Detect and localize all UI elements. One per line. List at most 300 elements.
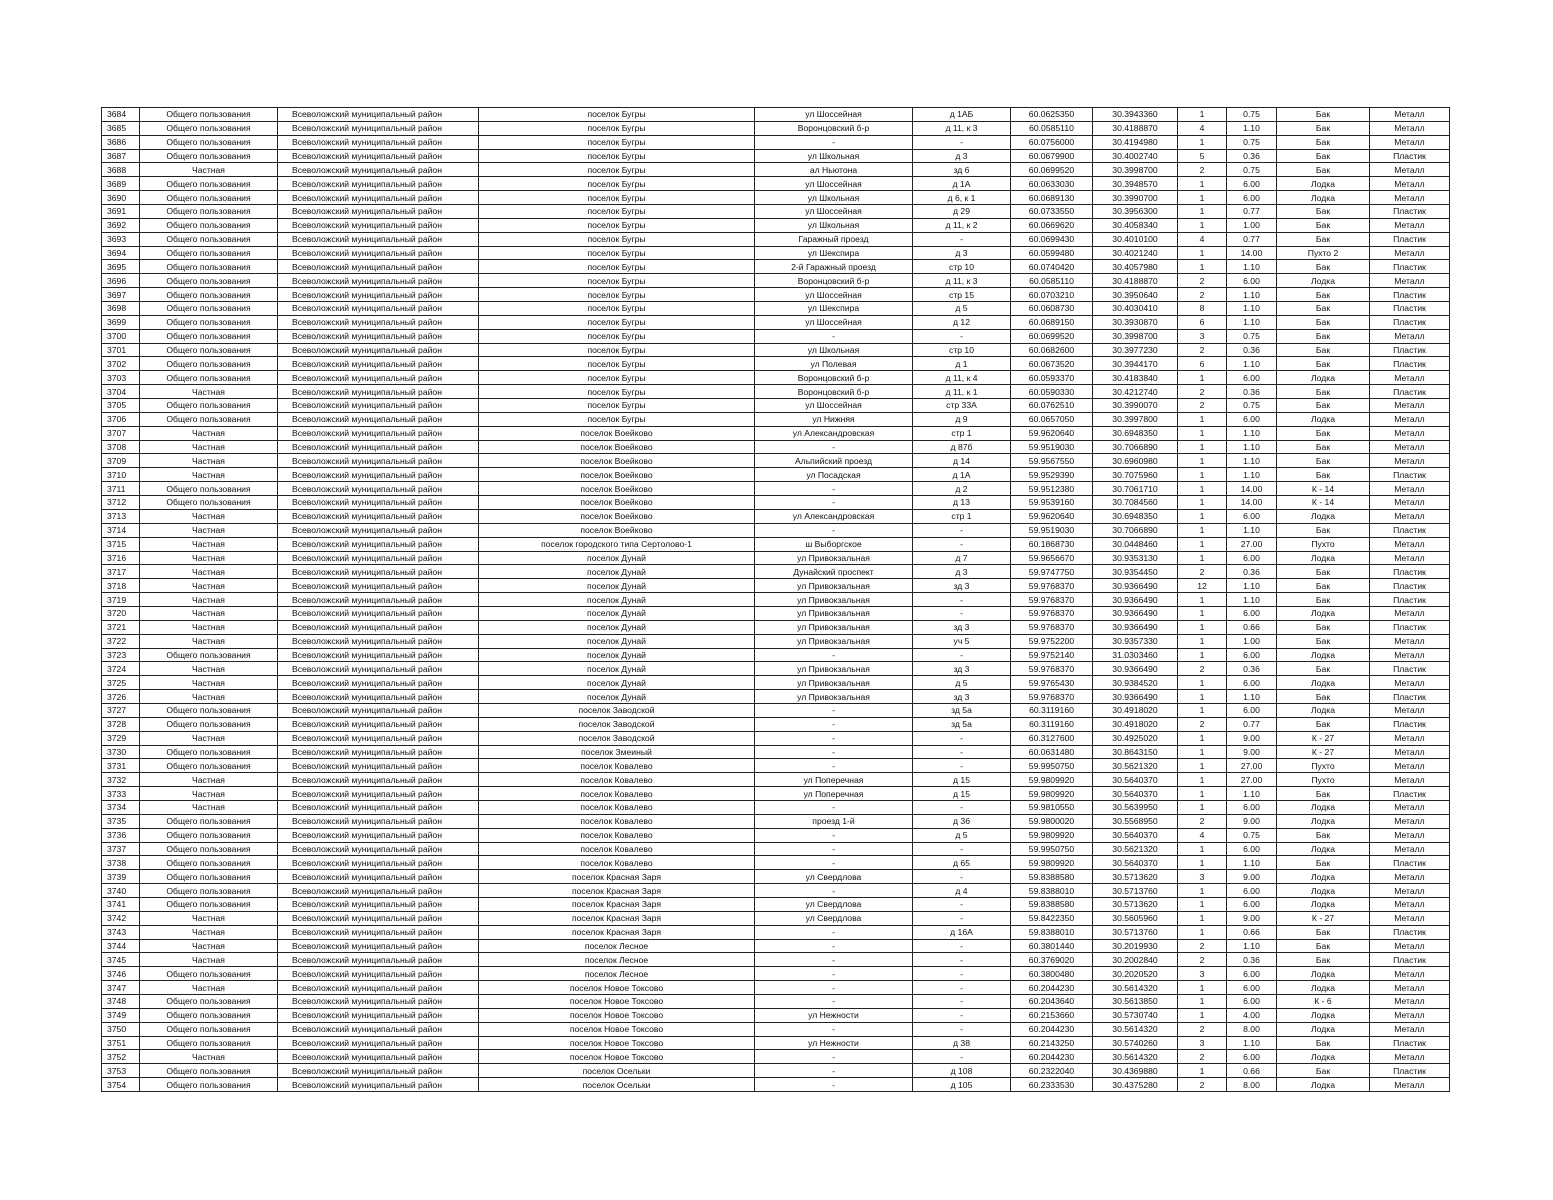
cell-container-type: Лодка — [1277, 274, 1370, 288]
cell-district: Всеволожский муниципальный район — [278, 967, 479, 981]
cell-container-material: Металл — [1370, 135, 1450, 149]
cell-container-material: Пластик — [1370, 468, 1450, 482]
cell-container-volume: 6.00 — [1227, 371, 1277, 385]
cell-street: - — [755, 953, 913, 967]
cell-container-volume: 1.10 — [1227, 856, 1277, 870]
cell-container-type: Бак — [1277, 634, 1370, 648]
cell-latitude: 60.1868730 — [1011, 537, 1093, 551]
cell-street: ул Привокзальная — [755, 690, 913, 704]
cell-building: - — [913, 1008, 1011, 1022]
table-row — [102, 218, 1450, 232]
cell-longitude: 30.5640370 — [1093, 773, 1178, 787]
cell-district: Всеволожский муниципальный район — [278, 371, 479, 385]
cell-row-number: 3688 — [102, 163, 140, 177]
cell-building: - — [913, 759, 1011, 773]
cell-container-material: Пластик — [1370, 343, 1450, 357]
cell-latitude: 60.0625350 — [1011, 108, 1093, 122]
cell-row-number: 3732 — [102, 773, 140, 787]
cell-district: Всеволожский муниципальный район — [278, 690, 479, 704]
cell-ownership-type: Общего пользования — [140, 246, 278, 260]
cell-street: ш Выборгское — [755, 537, 913, 551]
table-row — [102, 302, 1450, 316]
cell-longitude: 30.2002840 — [1093, 953, 1178, 967]
cell-building: д 14 — [913, 454, 1011, 468]
cell-ownership-type: Частная — [140, 731, 278, 745]
cell-ownership-type: Частная — [140, 953, 278, 967]
cell-row-number: 3718 — [102, 579, 140, 593]
cell-building: д 1АБ — [913, 108, 1011, 122]
cell-building: д 3 — [913, 565, 1011, 579]
table-row — [102, 842, 1450, 856]
cell-building: - — [913, 842, 1011, 856]
cell-container-material: Металл — [1370, 648, 1450, 662]
cell-building: д 15 — [913, 787, 1011, 801]
cell-container-volume: 8.00 — [1227, 1022, 1277, 1036]
cell-container-type: Лодка — [1277, 1050, 1370, 1064]
cell-building: д 15 — [913, 773, 1011, 787]
cell-row-number: 3701 — [102, 343, 140, 357]
table-row — [102, 759, 1450, 773]
cell-container-volume: 1.10 — [1227, 939, 1277, 953]
cell-ownership-type: Общего пользования — [140, 745, 278, 759]
cell-district: Всеволожский муниципальный район — [278, 302, 479, 316]
cell-building: д 3 — [913, 149, 1011, 163]
cell-container-volume: 1.10 — [1227, 787, 1277, 801]
cell-longitude: 30.5614320 — [1093, 1050, 1178, 1064]
cell-ownership-type: Общего пользования — [140, 1036, 278, 1050]
cell-row-number: 3698 — [102, 302, 140, 316]
cell-settlement: поселок Бугры — [479, 191, 755, 205]
cell-row-number: 3687 — [102, 149, 140, 163]
cell-container-count: 1 — [1178, 260, 1227, 274]
cell-district: Всеволожский муниципальный район — [278, 482, 479, 496]
table-row — [102, 828, 1450, 842]
cell-container-material: Металл — [1370, 731, 1450, 745]
cell-row-number: 3707 — [102, 426, 140, 440]
cell-building: зд 3 — [913, 662, 1011, 676]
cell-street: - — [755, 745, 913, 759]
cell-container-type: Бак — [1277, 787, 1370, 801]
cell-container-type: К - 14 — [1277, 496, 1370, 510]
cell-ownership-type: Частная — [140, 634, 278, 648]
cell-settlement: поселок Новое Токсово — [479, 1022, 755, 1036]
table-row — [102, 482, 1450, 496]
cell-settlement: поселок Бугры — [479, 288, 755, 302]
cell-container-count: 1 — [1178, 634, 1227, 648]
cell-longitude: 30.4030410 — [1093, 302, 1178, 316]
cell-longitude: 30.8643150 — [1093, 745, 1178, 759]
cell-settlement: поселок Бугры — [479, 343, 755, 357]
cell-district: Всеволожский муниципальный район — [278, 911, 479, 925]
cell-container-volume: 0.75 — [1227, 828, 1277, 842]
cell-longitude: 30.7066890 — [1093, 440, 1178, 454]
cell-container-material: Металл — [1370, 121, 1450, 135]
cell-street: - — [755, 856, 913, 870]
cell-container-count: 1 — [1178, 676, 1227, 690]
cell-ownership-type: Общего пользования — [140, 482, 278, 496]
cell-container-count: 1 — [1178, 925, 1227, 939]
cell-container-material: Пластик — [1370, 579, 1450, 593]
cell-container-count: 1 — [1178, 537, 1227, 551]
cell-longitude: 30.5614320 — [1093, 981, 1178, 995]
cell-container-type: К - 27 — [1277, 745, 1370, 759]
cell-building: д 9 — [913, 412, 1011, 426]
table-row — [102, 579, 1450, 593]
cell-container-type: Лодка — [1277, 1008, 1370, 1022]
cell-building: д 6, к 1 — [913, 191, 1011, 205]
table-row — [102, 1008, 1450, 1022]
cell-district: Всеволожский муниципальный район — [278, 620, 479, 634]
cell-container-count: 1 — [1178, 523, 1227, 537]
cell-container-type: Бак — [1277, 440, 1370, 454]
cell-street: - — [755, 703, 913, 717]
cell-row-number: 3716 — [102, 551, 140, 565]
cell-container-volume: 6.00 — [1227, 551, 1277, 565]
cell-row-number: 3743 — [102, 925, 140, 939]
cell-street: ул Свердлова — [755, 911, 913, 925]
cell-latitude: 59.9539160 — [1011, 496, 1093, 510]
cell-settlement: поселок Воейково — [479, 426, 755, 440]
cell-street: ул Нежности — [755, 1008, 913, 1022]
cell-latitude: 60.0689150 — [1011, 315, 1093, 329]
cell-row-number: 3745 — [102, 953, 140, 967]
cell-container-count: 1 — [1178, 496, 1227, 510]
cell-row-number: 3685 — [102, 121, 140, 135]
cell-row-number: 3744 — [102, 939, 140, 953]
cell-container-material: Пластик — [1370, 260, 1450, 274]
cell-street: ул Привокзальная — [755, 579, 913, 593]
cell-street: - — [755, 925, 913, 939]
cell-building: - — [913, 135, 1011, 149]
cell-container-type: Лодка — [1277, 870, 1370, 884]
cell-district: Всеволожский муниципальный район — [278, 1036, 479, 1050]
cell-container-volume: 1.10 — [1227, 357, 1277, 371]
table-row — [102, 773, 1450, 787]
cell-container-type: Бак — [1277, 828, 1370, 842]
table-row — [102, 967, 1450, 981]
cell-latitude: 59.9567550 — [1011, 454, 1093, 468]
cell-ownership-type: Общего пользования — [140, 399, 278, 413]
cell-settlement: поселок Красная Заря — [479, 884, 755, 898]
cell-container-volume: 1.10 — [1227, 593, 1277, 607]
cell-latitude: 59.9752140 — [1011, 648, 1093, 662]
cell-district: Всеволожский муниципальный район — [278, 218, 479, 232]
cell-latitude: 60.0699520 — [1011, 329, 1093, 343]
cell-container-type: Лодка — [1277, 648, 1370, 662]
cell-longitude: 30.4058340 — [1093, 218, 1178, 232]
cell-district: Всеволожский муниципальный район — [278, 648, 479, 662]
cell-building: - — [913, 329, 1011, 343]
cell-container-count: 1 — [1178, 759, 1227, 773]
cell-district: Всеволожский муниципальный район — [278, 274, 479, 288]
cell-street: - — [755, 1078, 913, 1092]
cell-ownership-type: Общего пользования — [140, 260, 278, 274]
table-row — [102, 745, 1450, 759]
cell-longitude: 30.6948350 — [1093, 509, 1178, 523]
table-row — [102, 343, 1450, 357]
table-row — [102, 426, 1450, 440]
cell-building: д 11, к 3 — [913, 274, 1011, 288]
cell-container-material: Пластик — [1370, 1036, 1450, 1050]
cell-street: ул Шекспира — [755, 246, 913, 260]
cell-container-material: Пластик — [1370, 302, 1450, 316]
cell-ownership-type: Общего пользования — [140, 717, 278, 731]
cell-settlement: поселок Бугры — [479, 315, 755, 329]
table-row — [102, 884, 1450, 898]
cell-container-material: Металл — [1370, 981, 1450, 995]
cell-longitude: 30.4021240 — [1093, 246, 1178, 260]
cell-building: - — [913, 995, 1011, 1009]
cell-container-volume: 1.10 — [1227, 302, 1277, 316]
cell-row-number: 3706 — [102, 412, 140, 426]
cell-latitude: 60.0669620 — [1011, 218, 1093, 232]
cell-container-type: К - 27 — [1277, 911, 1370, 925]
cell-container-volume: 4.00 — [1227, 1008, 1277, 1022]
cell-street: ул Школьная — [755, 149, 913, 163]
cell-container-count: 1 — [1178, 551, 1227, 565]
cell-street: - — [755, 1050, 913, 1064]
cell-container-count: 5 — [1178, 149, 1227, 163]
cell-container-count: 1 — [1178, 468, 1227, 482]
cell-container-volume: 1.10 — [1227, 468, 1277, 482]
cell-container-volume: 6.00 — [1227, 884, 1277, 898]
cell-street: ул Шоссейная — [755, 108, 913, 122]
cell-street: ул Александровская — [755, 426, 913, 440]
cell-container-volume: 9.00 — [1227, 814, 1277, 828]
cell-container-volume: 0.75 — [1227, 135, 1277, 149]
cell-container-count: 4 — [1178, 828, 1227, 842]
cell-container-material: Пластик — [1370, 149, 1450, 163]
cell-longitude: 30.5730740 — [1093, 1008, 1178, 1022]
cell-container-count: 2 — [1178, 939, 1227, 953]
cell-building: зд 5а — [913, 703, 1011, 717]
cell-street: Альпийский проезд — [755, 454, 913, 468]
cell-latitude: 59.9656670 — [1011, 551, 1093, 565]
cell-container-type: Бак — [1277, 288, 1370, 302]
cell-container-volume: 1.00 — [1227, 218, 1277, 232]
cell-container-count: 2 — [1178, 1022, 1227, 1036]
cell-latitude: 59.9768370 — [1011, 593, 1093, 607]
cell-district: Всеволожский муниципальный район — [278, 981, 479, 995]
cell-ownership-type: Общего пользования — [140, 496, 278, 510]
cell-container-material: Металл — [1370, 703, 1450, 717]
cell-latitude: 59.8388580 — [1011, 870, 1093, 884]
table-row — [102, 731, 1450, 745]
cell-ownership-type: Общего пользования — [140, 412, 278, 426]
cell-container-material: Пластик — [1370, 662, 1450, 676]
cell-container-volume: 6.00 — [1227, 412, 1277, 426]
cell-row-number: 3733 — [102, 787, 140, 801]
cell-ownership-type: Частная — [140, 925, 278, 939]
cell-district: Всеволожский муниципальный район — [278, 939, 479, 953]
cell-container-volume: 0.36 — [1227, 662, 1277, 676]
cell-ownership-type: Частная — [140, 565, 278, 579]
table-row — [102, 440, 1450, 454]
cell-latitude: 60.0673520 — [1011, 357, 1093, 371]
cell-settlement: поселок Змеиный — [479, 745, 755, 759]
cell-district: Всеволожский муниципальный район — [278, 1022, 479, 1036]
cell-container-type: К - 14 — [1277, 482, 1370, 496]
cell-container-type: Бак — [1277, 260, 1370, 274]
cell-district: Всеволожский муниципальный район — [278, 315, 479, 329]
table-row — [102, 246, 1450, 260]
cell-ownership-type: Частная — [140, 662, 278, 676]
cell-district: Всеволожский муниципальный район — [278, 191, 479, 205]
table-row — [102, 911, 1450, 925]
cell-container-material: Металл — [1370, 191, 1450, 205]
cell-row-number: 3735 — [102, 814, 140, 828]
cell-longitude: 30.5713760 — [1093, 925, 1178, 939]
cell-settlement: поселок Дунай — [479, 648, 755, 662]
table-row — [102, 191, 1450, 205]
cell-longitude: 30.3943360 — [1093, 108, 1178, 122]
cell-row-number: 3751 — [102, 1036, 140, 1050]
cell-building: - — [913, 537, 1011, 551]
cell-longitude: 30.3997800 — [1093, 412, 1178, 426]
cell-container-volume: 1.10 — [1227, 440, 1277, 454]
cell-district: Всеволожский муниципальный район — [278, 717, 479, 731]
cell-longitude: 30.7075960 — [1093, 468, 1178, 482]
table-row — [102, 496, 1450, 510]
cell-ownership-type: Общего пользования — [140, 828, 278, 842]
cell-container-material: Металл — [1370, 634, 1450, 648]
cell-latitude: 60.2044230 — [1011, 981, 1093, 995]
table-row — [102, 953, 1450, 967]
cell-container-type: Лодка — [1277, 191, 1370, 205]
cell-longitude: 30.3998700 — [1093, 329, 1178, 343]
cell-building: д 65 — [913, 856, 1011, 870]
cell-container-count: 1 — [1178, 177, 1227, 191]
cell-latitude: 60.3119160 — [1011, 703, 1093, 717]
cell-container-type: Бак — [1277, 468, 1370, 482]
cell-longitude: 30.5640370 — [1093, 828, 1178, 842]
cell-street: - — [755, 1064, 913, 1078]
cell-street: - — [755, 135, 913, 149]
cell-longitude: 30.2020520 — [1093, 967, 1178, 981]
table-row — [102, 274, 1450, 288]
cell-district: Всеволожский муниципальный район — [278, 870, 479, 884]
cell-container-material: Пластик — [1370, 205, 1450, 219]
cell-container-material: Пластик — [1370, 565, 1450, 579]
cell-container-count: 1 — [1178, 606, 1227, 620]
cell-container-volume: 0.66 — [1227, 620, 1277, 634]
cell-latitude: 59.9620640 — [1011, 426, 1093, 440]
cell-settlement: поселок городского типа Сертолово-1 — [479, 537, 755, 551]
cell-row-number: 3748 — [102, 995, 140, 1009]
cell-settlement: поселок Бугры — [479, 108, 755, 122]
cell-container-material: Пластик — [1370, 523, 1450, 537]
cell-ownership-type: Общего пользования — [140, 856, 278, 870]
cell-container-volume: 14.00 — [1227, 246, 1277, 260]
cell-street: ул Поперечная — [755, 773, 913, 787]
cell-row-number: 3714 — [102, 523, 140, 537]
cell-container-count: 2 — [1178, 662, 1227, 676]
cell-longitude: 30.3956300 — [1093, 205, 1178, 219]
cell-settlement: поселок Дунай — [479, 690, 755, 704]
cell-street: - — [755, 717, 913, 731]
cell-settlement: поселок Красная Заря — [479, 925, 755, 939]
cell-latitude: 60.0740420 — [1011, 260, 1093, 274]
table-row — [102, 399, 1450, 413]
cell-container-volume: 6.00 — [1227, 842, 1277, 856]
cell-container-type: Бак — [1277, 565, 1370, 579]
cell-longitude: 30.4183840 — [1093, 371, 1178, 385]
cell-container-volume: 0.36 — [1227, 149, 1277, 163]
cell-ownership-type: Общего пользования — [140, 648, 278, 662]
table-row — [102, 787, 1450, 801]
cell-latitude: 60.3127600 — [1011, 731, 1093, 745]
cell-container-volume: 6.00 — [1227, 191, 1277, 205]
cell-row-number: 3738 — [102, 856, 140, 870]
cell-container-count: 1 — [1178, 773, 1227, 787]
cell-container-volume: 0.36 — [1227, 953, 1277, 967]
cell-street: ул Шоссейная — [755, 399, 913, 413]
cell-container-count: 2 — [1178, 814, 1227, 828]
cell-street: Воронцовский б-р — [755, 385, 913, 399]
cell-row-number: 3699 — [102, 315, 140, 329]
cell-district: Всеволожский муниципальный район — [278, 759, 479, 773]
cell-street: Дунайский проспект — [755, 565, 913, 579]
cell-container-count: 1 — [1178, 246, 1227, 260]
cell-street: ул Привокзальная — [755, 676, 913, 690]
cell-latitude: 60.0633030 — [1011, 177, 1093, 191]
cell-street: ул Шоссейная — [755, 288, 913, 302]
cell-latitude: 59.9950750 — [1011, 759, 1093, 773]
cell-container-type: К - 6 — [1277, 995, 1370, 1009]
cell-container-type: Бак — [1277, 399, 1370, 413]
cell-ownership-type: Частная — [140, 606, 278, 620]
cell-settlement: поселок Дунай — [479, 676, 755, 690]
cell-container-count: 1 — [1178, 593, 1227, 607]
cell-settlement: поселок Бугры — [479, 329, 755, 343]
cell-container-material: Металл — [1370, 399, 1450, 413]
cell-container-count: 4 — [1178, 121, 1227, 135]
cell-latitude: 59.9809920 — [1011, 856, 1093, 870]
cell-street: ул Школьная — [755, 191, 913, 205]
cell-container-volume: 1.10 — [1227, 288, 1277, 302]
cell-district: Всеволожский муниципальный район — [278, 454, 479, 468]
cell-district: Всеволожский муниципальный район — [278, 565, 479, 579]
cell-container-type: Бак — [1277, 135, 1370, 149]
cell-container-type: Лодка — [1277, 703, 1370, 717]
table-row — [102, 1078, 1450, 1092]
cell-street: ул Шоссейная — [755, 315, 913, 329]
cell-district: Всеволожский муниципальный район — [278, 897, 479, 911]
cell-building: стр 15 — [913, 288, 1011, 302]
cell-container-volume: 27.00 — [1227, 759, 1277, 773]
cell-container-material: Металл — [1370, 329, 1450, 343]
cell-container-volume: 6.00 — [1227, 676, 1277, 690]
cell-settlement: поселок Новое Токсово — [479, 1008, 755, 1022]
cell-street: ул Привокзальная — [755, 634, 913, 648]
cell-row-number: 3726 — [102, 690, 140, 704]
cell-latitude: 60.3119160 — [1011, 717, 1093, 731]
cell-container-type: Лодка — [1277, 606, 1370, 620]
cell-settlement: поселок Красная Заря — [479, 870, 755, 884]
cell-longitude: 30.9354450 — [1093, 565, 1178, 579]
cell-street: - — [755, 884, 913, 898]
cell-container-volume: 9.00 — [1227, 870, 1277, 884]
cell-ownership-type: Частная — [140, 773, 278, 787]
cell-longitude: 30.5713760 — [1093, 884, 1178, 898]
cell-ownership-type: Частная — [140, 163, 278, 177]
cell-container-material: Пластик — [1370, 620, 1450, 634]
table-row — [102, 814, 1450, 828]
cell-latitude: 59.9809920 — [1011, 828, 1093, 842]
cell-street: Воронцовский б-р — [755, 121, 913, 135]
cell-row-number: 3693 — [102, 232, 140, 246]
cell-container-count: 2 — [1178, 1050, 1227, 1064]
